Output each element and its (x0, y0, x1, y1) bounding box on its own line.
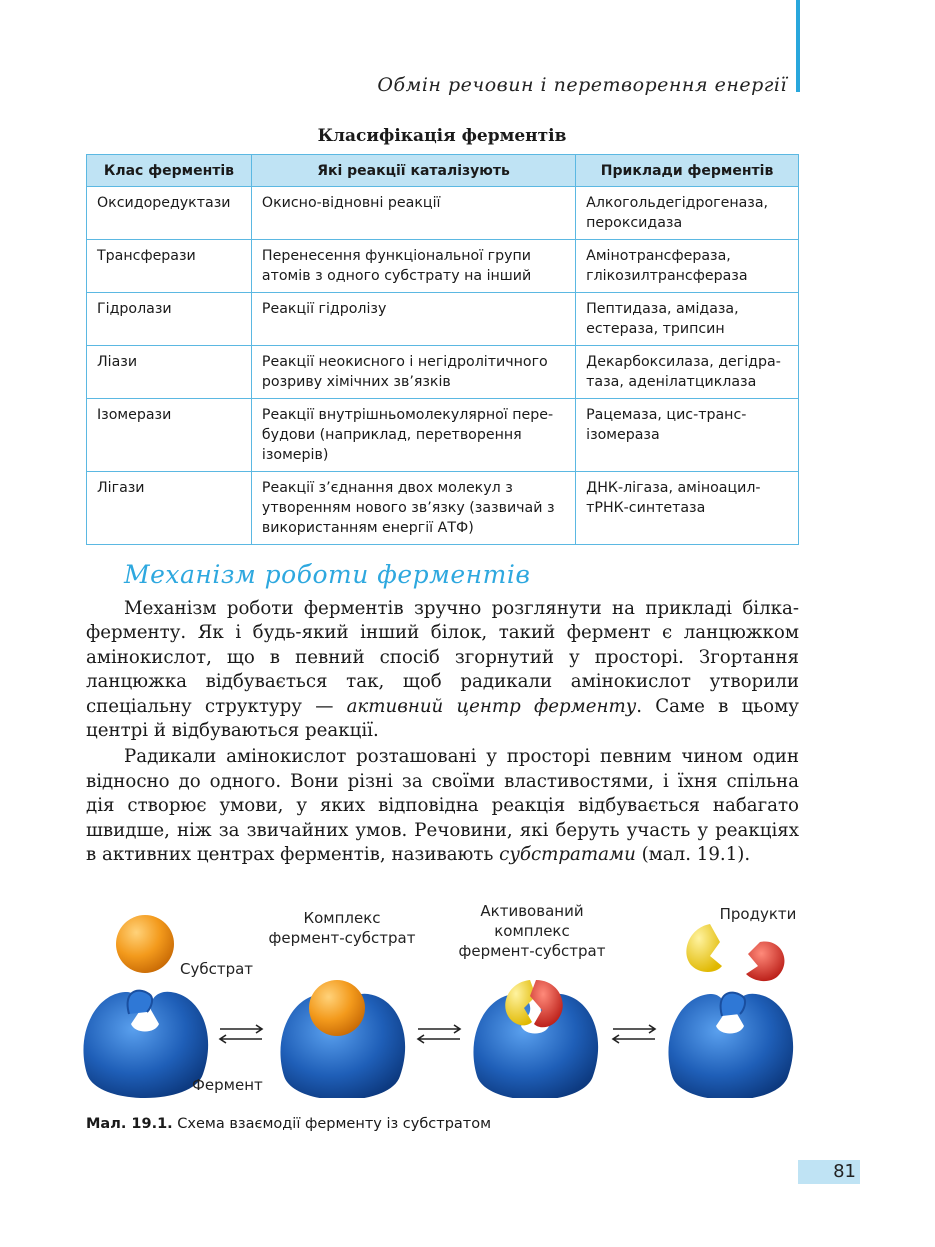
text-span: Механізм роботи ферментів зручно розглянути на прикладі білка-ферменту. Як і будь-який інший білок, такий фермент є ланцюжком амінокислот, що в певний спосіб згорнутий у просторі. Згортання ланцюжка відбувається так, щоб радикали амінокислот утворили спеціальну структуру — (86, 598, 799, 717)
margin-rule (796, 0, 800, 92)
table-cell: ДНК-лігаза, аміноацил-тРНК-синтетаза (576, 472, 799, 545)
table-cell: Амінотрансфераза, глікозилтрансфераза (576, 240, 799, 293)
label-products: Продукти (719, 905, 797, 923)
table-title: Класифікація ферментів (317, 126, 567, 146)
enzyme-shape (83, 991, 208, 1098)
table-row (87, 240, 799, 293)
table-cell: Ізомерази (87, 399, 252, 472)
table-row (87, 472, 799, 545)
table-cell: Алкогольдегідрогеназа, пероксидаза (576, 187, 799, 240)
enzyme-classification-table (86, 154, 799, 545)
header-class: Клас ферментів (87, 155, 252, 187)
enzyme-shape (668, 993, 793, 1098)
table-cell: Пептидаза, амідаза, естераза, трипсин (576, 293, 799, 346)
table-cell: Рацемаза, цис-транс-ізомераза (576, 399, 799, 472)
text-span: . Саме в цьому центрі й відбуваються реакції. (86, 695, 799, 742)
bound-substrate (309, 980, 365, 1036)
table-cell: Оксидоредуктази (87, 187, 252, 240)
table-cell: Реакції з’єднання двох молекул з утворенням нового зв’язку (зазвичай з використанням енергії АТФ) (251, 472, 575, 545)
label-active-line1: Активований (480, 902, 584, 920)
table-cell: Трансферази (87, 240, 252, 293)
table-cell: Гідролази (87, 293, 252, 346)
text-span: (мал. 19.1). (635, 844, 751, 866)
caption-text: Схема взаємодії ферменту із субстратом (172, 1116, 492, 1132)
table-cell: Лігази (87, 472, 252, 545)
product-red (746, 942, 784, 982)
enzyme-shape (473, 994, 598, 1098)
label-active-line2: комплекс (494, 922, 570, 940)
paragraph-1 (86, 597, 799, 743)
table-cell: Реакції внутрішньомолекулярної пере-будови (наприклад, перетворення ізомерів) (251, 399, 575, 472)
table-header-row (87, 155, 799, 187)
caption-label: Мал. 19.1. (86, 1116, 173, 1132)
table-cell: Реакції гідролізу (251, 293, 575, 346)
substrate-ball (116, 915, 174, 973)
label-active-line3: фермент-субстрат (458, 942, 606, 960)
body-text (86, 597, 799, 869)
label-enzyme: Фермент (192, 1076, 263, 1094)
section-heading: Механізм роботи ферментів (124, 560, 531, 589)
running-head: Обмін речовин і перетворення енергії (377, 74, 787, 96)
table-cell: Окисно-відновні реакції (251, 187, 575, 240)
header-reactions: Які реакції каталізують (251, 155, 575, 187)
table-row (87, 399, 799, 472)
equilibrium-arrows (613, 1025, 655, 1043)
page-number: 81 (798, 1160, 860, 1184)
table-cell: Перенесення функціональної групи атомів з одного субстрату на інший (251, 240, 575, 293)
table-row (87, 293, 799, 346)
enzyme-substrate-figure (80, 898, 800, 1098)
equilibrium-arrows (418, 1025, 460, 1043)
emphasis-term: субстратами (499, 844, 636, 866)
emphasis-term: активний центр ферменту (346, 695, 637, 717)
table-row (87, 346, 799, 399)
product-yellow (686, 924, 722, 972)
product-half-yellow (505, 980, 536, 1025)
table-cell: Реакції неокисного і негідролітичного розриву хімічних зв’язків (251, 346, 575, 399)
equilibrium-arrows (220, 1025, 262, 1043)
figure-caption (86, 1116, 491, 1132)
table-cell: Декарбоксилаза, дегідра-таза, аденілатциклаза (576, 346, 799, 399)
header-examples: Приклади ферментів (576, 155, 799, 187)
table-row (87, 187, 799, 240)
label-complex-line2: фермент-субстрат (268, 929, 416, 947)
paragraph-2 (86, 745, 799, 867)
label-complex-line1: Комплекс (303, 909, 381, 927)
label-substrate: Субстрат (180, 960, 254, 978)
table-cell: Ліази (87, 346, 252, 399)
text-span: Радикали амінокислот розташовані у просторі певним чином один відносно до одного. Вони різні за своїми властивостями, і їхня спільна дія створює умови, у яких відповідна реакція відбувається набагато швидше, ніж за звичайних умов. Речовини, які беруть участь у реакціях в активних центрах ферментів, називають (86, 746, 799, 866)
